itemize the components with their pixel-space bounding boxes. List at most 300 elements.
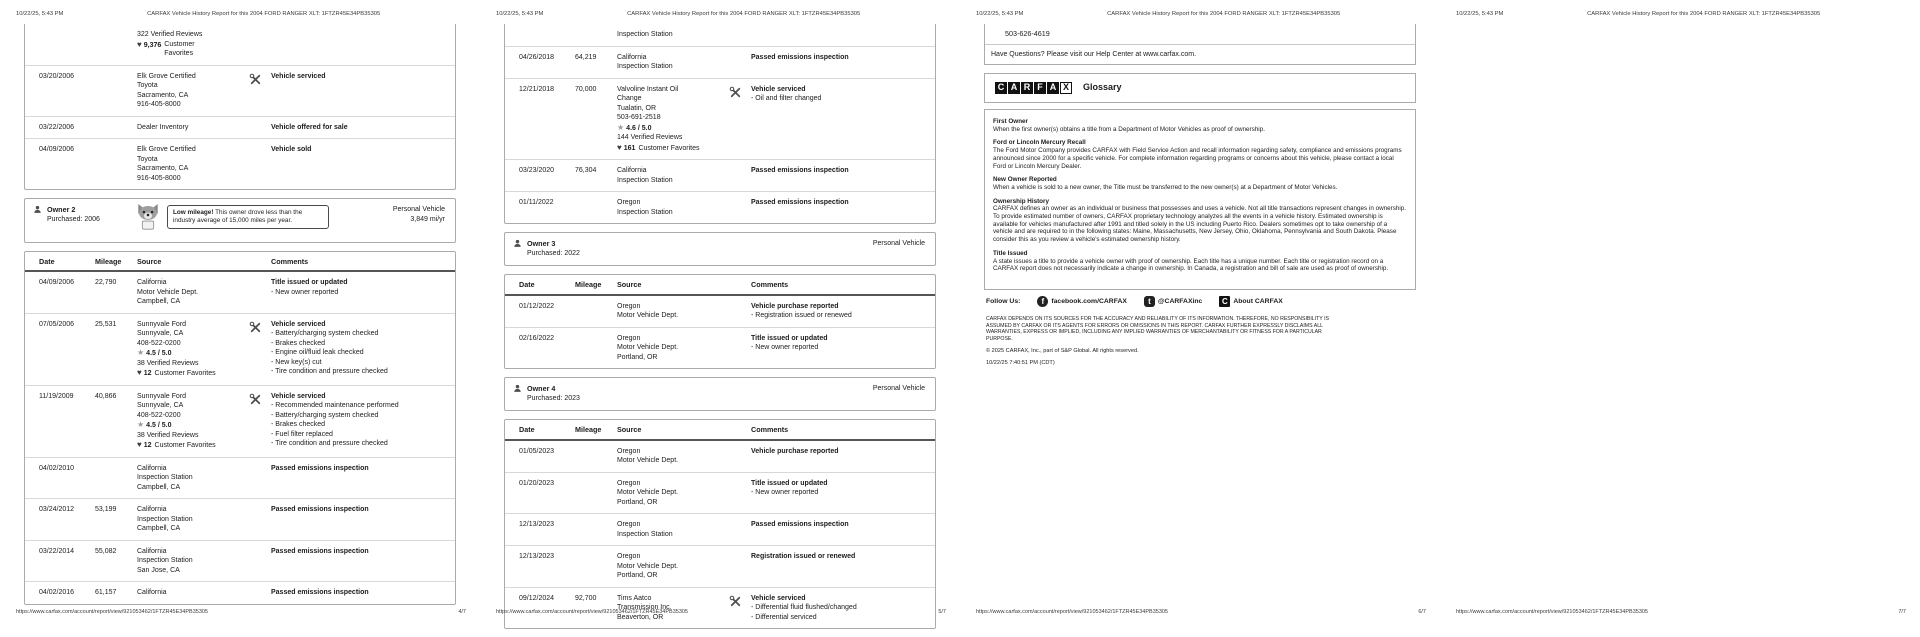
comment-title: Passed emissions inspection	[271, 589, 369, 596]
owner-purchased: Purchased: 2023	[527, 394, 580, 402]
comment-title: Passed emissions inspection	[271, 547, 369, 555]
source-line: Motor Vehicle Dept.	[617, 457, 679, 464]
owner-2-header	[24, 198, 456, 243]
source-line: Inspection Station	[137, 515, 193, 523]
page-4	[0, 0, 480, 621]
col-comments: Comments	[271, 256, 309, 266]
glossary-title: Glossary	[1083, 82, 1122, 93]
source-line: Beaverton, OR	[617, 613, 664, 621]
comment-detail: - Differential fluid flushed/changed	[751, 604, 857, 611]
col-mileage: Mileage	[95, 256, 122, 266]
record-date: 03/20/2006	[39, 72, 75, 80]
source-line: Motor Vehicle Dept.	[617, 489, 679, 496]
record-source	[137, 145, 249, 183]
owner-purchased: Purchased: 2022	[527, 249, 580, 257]
record-date: 04/02/2016	[39, 589, 75, 596]
record-comments	[271, 123, 449, 133]
record-source	[137, 588, 249, 598]
comment-title: Vehicle serviced	[271, 72, 326, 80]
print-header	[16, 11, 464, 18]
header-title: CARFAX Vehicle History Report for this 2004 FORD RANGER XLT: 1FTZR45E34PB35305	[627, 11, 861, 17]
rating-line	[137, 348, 245, 359]
favorites-line	[617, 143, 725, 154]
source-line: 916-405-8000	[137, 101, 181, 108]
rating-value: 4.5 / 5.0	[146, 350, 172, 357]
comment-detail: - Brakes checked	[271, 339, 326, 347]
favorites-line	[137, 40, 245, 59]
glossary-definition: A state issues a title to provide a vehicle owner with proof of ownership. Each title has a unique number. Each title or registration record on a CARFAX report does not necessarily indicate a change in ownership. In Canada, a registration and bill of sale are used as proof of ownership.	[993, 257, 1389, 273]
source-line: Oregon	[617, 521, 641, 528]
record-mileage: 70,000	[575, 85, 597, 93]
source-line: Valvoline Instant Oil	[617, 85, 679, 93]
record-row	[505, 545, 935, 587]
record-date: 02/16/2022	[519, 334, 555, 342]
favorites-label: Customer Favorites	[154, 442, 216, 449]
source-line: Inspection Station	[617, 176, 673, 184]
callout-lead: Low mileage!	[173, 209, 214, 216]
contact-card	[984, 24, 1416, 65]
star-icon: ★	[137, 348, 145, 357]
source-line: Sacramento, CA	[137, 91, 189, 99]
glossary-definition: When a vehicle is sold to a new owner, the Title must be transferred to the new owner(s) at a Department of Motor Vehicles.	[993, 183, 1338, 191]
col-date: Date	[39, 256, 55, 266]
record-row	[505, 441, 935, 472]
page-number: 6/7	[1418, 609, 1426, 615]
record-comments	[751, 447, 929, 457]
comment-detail: - Tire condition and pressure checked	[271, 368, 388, 375]
comment-title: Passed emissions inspection	[751, 199, 849, 206]
record-source	[617, 520, 729, 539]
reviews-line: 144 Verified Reviews	[617, 134, 683, 141]
low-mileage-callout	[167, 205, 329, 229]
record-date: 04/09/2006	[39, 146, 75, 153]
follow-us-row	[986, 296, 1416, 307]
source-line: Motor Vehicle Dept.	[137, 288, 199, 296]
source-line: Inspection Station	[617, 208, 673, 216]
record-row	[505, 327, 935, 369]
source-line: California	[617, 167, 647, 174]
person-icon	[513, 384, 522, 403]
page-6	[960, 0, 1440, 621]
table-header	[25, 252, 455, 273]
comment-detail: - New owner reported	[751, 489, 819, 496]
comment-detail: - Recommended maintenance performed	[271, 402, 399, 409]
record-row	[25, 313, 455, 385]
record-row	[25, 498, 455, 540]
source-line: Sunnyvale, CA	[137, 402, 184, 409]
comment-title: Passed emissions inspection	[271, 464, 369, 472]
page-number: 5/7	[938, 609, 946, 615]
heart-icon: ♥	[137, 368, 142, 377]
reviews-line: 38 Verified Reviews	[137, 359, 199, 367]
record-mileage: 40,866	[95, 392, 117, 400]
source-line: California	[137, 506, 167, 513]
record-source	[617, 85, 729, 154]
wrench-icon	[249, 72, 271, 90]
print-header	[496, 11, 944, 18]
page-6-content	[984, 24, 1416, 599]
heart-icon: ♥	[617, 142, 622, 152]
source-line: Campbell, CA	[137, 525, 181, 532]
record-comments	[751, 198, 929, 208]
rating-line	[617, 123, 725, 134]
source-line: Inspection Station	[617, 31, 673, 38]
record-comments	[751, 552, 929, 562]
source-line: Transmission Inc.	[617, 604, 672, 611]
logo-letter: A	[1047, 82, 1059, 94]
twitter-icon: t	[1144, 296, 1155, 307]
source-line: Oregon	[617, 302, 641, 310]
record-mileage: 61,157	[95, 589, 117, 596]
source-line: Sacramento, CA	[137, 165, 189, 172]
col-source: Source	[617, 425, 642, 434]
source-line: 408-522-0200	[137, 411, 181, 419]
favorites-label: Customer Favorites	[154, 370, 216, 377]
source-line: Inspection Station	[137, 557, 193, 564]
record-row-partial	[505, 24, 935, 46]
print-footer	[16, 609, 466, 615]
page-7	[1440, 0, 1920, 621]
owner-3-header	[504, 232, 936, 266]
record-row	[505, 159, 935, 191]
record-comments	[751, 520, 929, 530]
source-line: California	[137, 589, 167, 596]
page-number: 7/7	[1898, 609, 1906, 615]
comment-detail: - Differential serviced	[751, 613, 817, 621]
comment-detail: - Oil and filter changed	[751, 95, 822, 102]
record-comments	[271, 320, 449, 377]
record-date: 03/24/2012	[39, 506, 75, 513]
record-mileage: 64,219	[575, 53, 597, 61]
source-line: Motor Vehicle Dept.	[617, 344, 679, 351]
logo-letter: R	[1021, 82, 1033, 94]
heart-icon: ♥	[137, 39, 142, 49]
source-line: California	[137, 279, 167, 286]
header-datetime: 10/22/25, 5:43 PM	[496, 11, 544, 17]
header-datetime: 10/22/25, 5:43 PM	[16, 11, 64, 17]
record-row	[505, 513, 935, 545]
reviews-line: 38 Verified Reviews	[137, 431, 199, 439]
record-comments	[751, 53, 929, 63]
glossary-definition: CARFAX defines an owner as an individual or business that possesses and uses a vehicle. Not all title transactions represent changes in ownership. To provide estimated number of owners, CARFAX proprietary technology analyzes all the events in a vehicle history. Estimated ownership is available for vehicles manufactured after 1991 and titled solely in the US including Puerto Rico. Dealers sometimes opt to take ownership of a vehicle and are required to in the following states: Maine, Massachusetts, New Jersey, Ohio, Oklahoma, Pennsylvania and South Dakota. Please consider this as you review a vehicle's estimated ownership history.	[993, 205, 1407, 244]
record-date: 12/13/2023	[519, 521, 555, 528]
favorites-count: 12	[143, 442, 152, 449]
footer-url[interactable]: https://www.carfax.com/account/report/view/921053462/1FTZR45E34PB35305	[496, 609, 688, 615]
record-comments	[271, 547, 449, 557]
record-comments	[751, 334, 929, 353]
comment-title: Registration issued or renewed	[751, 553, 856, 560]
record-row	[25, 581, 455, 604]
comment-title: Passed emissions inspection	[271, 506, 369, 513]
glossary-definition: When the first owner(s) obtains a title from a Department of Motor Vehicles as proof of ownership.	[993, 125, 1265, 133]
glossary-term: Ownership History	[993, 197, 1049, 205]
source-line: 408-522-0200	[137, 339, 181, 347]
record-row	[505, 296, 935, 327]
record-comments	[751, 85, 929, 104]
record-row	[505, 78, 935, 160]
record-comments	[271, 464, 449, 474]
print-header	[1456, 11, 1904, 18]
source-line: Portland, OR	[617, 572, 658, 579]
record-date: 01/05/2023	[519, 447, 555, 455]
record-row	[505, 472, 935, 514]
generated-timestamp: 10/22/25 7:40:51 PM (CDT)	[986, 359, 1055, 366]
logo-letter: C	[995, 82, 1007, 94]
col-comments: Comments	[751, 280, 789, 289]
wrench-icon	[249, 392, 271, 410]
facebook-link[interactable]: f facebook.com/CARFAX	[1037, 296, 1127, 307]
footer-url[interactable]: https://www.carfax.com/account/report/view/921053462/1FTZR45E34PB35305	[976, 609, 1168, 615]
record-date: 12/13/2023	[519, 553, 555, 560]
source-line: 503-691-2518	[617, 114, 661, 121]
carfax-logo	[995, 82, 1073, 94]
record-comments	[751, 479, 929, 498]
footer-url[interactable]: https://www.carfax.com/account/report/view/921053462/1FTZR45E34PB35305	[1456, 609, 1648, 615]
owner-name: Owner 2	[47, 205, 76, 214]
favorites-label: Customer Favorites	[638, 144, 700, 152]
comment-title: Passed emissions inspection	[751, 167, 849, 174]
page-7-content	[1464, 24, 1896, 599]
source-line: San Jose, CA	[137, 566, 180, 574]
owner-purchased: Purchased: 2006	[47, 215, 100, 223]
wrench-icon	[729, 85, 751, 103]
record-source	[617, 302, 729, 321]
comment-detail: - New owner reported	[751, 344, 819, 351]
header-datetime: 10/22/25, 5:43 PM	[976, 11, 1024, 17]
table-header	[505, 420, 935, 441]
record-source	[137, 72, 249, 110]
record-date: 01/11/2022	[519, 199, 554, 206]
source-line: Inspection Station	[617, 530, 673, 538]
record-source	[617, 447, 729, 466]
record-comments	[271, 588, 449, 598]
col-source: Source	[617, 280, 642, 289]
source-line: 916-405-8000	[137, 174, 181, 182]
source-line: Inspection Station	[137, 474, 193, 481]
source-line: Campbell, CA	[137, 483, 181, 491]
rating-value: 4.5 / 5.0	[146, 422, 172, 429]
callout-text: This owner drove less than the industry average of 15,000 miles per year.	[173, 209, 303, 224]
glossary-term: Title Issued	[993, 249, 1028, 257]
source-line: Elk Grove Certified	[137, 72, 196, 80]
comment-detail: - New key(s) cut	[271, 358, 322, 366]
source-line: California	[137, 464, 167, 472]
col-mileage: Mileage	[575, 425, 602, 434]
record-source	[137, 320, 249, 379]
record-date: 07/05/2006	[39, 320, 75, 328]
record-row	[505, 191, 935, 223]
favorites-line	[137, 368, 245, 379]
owner-3-table	[504, 274, 936, 369]
favorites-label: Customer Favorites	[164, 40, 195, 57]
record-mileage: 55,082	[95, 547, 117, 555]
source-line: Oregon	[617, 334, 641, 342]
print-footer	[496, 609, 946, 615]
record-row	[505, 46, 935, 78]
record-row-partial	[25, 24, 455, 65]
source-line: Campbell, CA	[137, 298, 181, 305]
owner-4-table	[504, 419, 936, 629]
disclaimer-text: CARFAX DEPENDS ON ITS SOURCES FOR THE ACCURACY AND RELIABILITY OF ITS INFORMATION. THEREFORE, NO RESPONSIBILITY IS ASSUMED BY CARFAX OR ITS AGENTS FOR ERRORS OR OMISSIONS IN THIS REPORT. CARFAX FURTHER EXPRESSLY DISCLAIMS ALL WARRANTIES, EXPRESS OR IMPLIED, INCLUDING ANY IMPLIED WARRANTIES OF MERCHANTABILITY OR FITNESS FOR A PARTICULAR PURPOSE.	[986, 315, 1330, 342]
col-source: Source	[137, 256, 162, 266]
glossary-definition: The Ford Motor Company provides CARFAX with Field Service Action and recall information regarding safety, compliance and emissions programs announced since 2000 for a specific vehicle. For complete information regarding programs or concerns about this vehicle, please contact a local Ford or Lincoln Mercury Dealer.	[993, 147, 1402, 170]
comment-title: Vehicle purchase reported	[751, 302, 839, 310]
source-line: Portland, OR	[617, 353, 658, 361]
source-line: Dealer Inventory	[137, 123, 189, 131]
help-center-line[interactable]: Have Questions? Please visit our Help Center at www.carfax.com.	[991, 50, 1197, 58]
col-comments: Comments	[751, 425, 789, 434]
record-date: 09/12/2024	[519, 594, 555, 602]
record-row	[25, 138, 455, 189]
col-mileage: Mileage	[575, 280, 602, 289]
favorites-line	[137, 440, 245, 451]
record-date: 12/21/2018	[519, 85, 555, 93]
record-source	[617, 594, 729, 623]
source-line: Toyota	[137, 155, 158, 163]
page-4-content	[24, 24, 456, 599]
carfax-c-icon: C	[1219, 296, 1230, 307]
records-card	[24, 24, 456, 190]
record-mileage: 22,790	[95, 279, 117, 286]
owner-4-header	[504, 377, 936, 411]
vehicle-type: Personal Vehicle	[872, 385, 925, 392]
record-date: 01/20/2023	[519, 479, 555, 487]
source-line: Oregon	[617, 479, 641, 487]
copyright-line: © 2025 CARFAX, Inc., part of S&P Global. All rights reserved.	[986, 348, 1139, 355]
glossary-term: Ford or Lincoln Mercury Recall	[993, 139, 1086, 147]
source-line: Sunnyvale Ford	[137, 320, 187, 328]
header-datetime: 10/22/25, 5:43 PM	[1456, 11, 1504, 17]
comment-detail: - Brakes checked	[271, 421, 326, 428]
page-5	[480, 0, 960, 621]
print-footer	[1456, 609, 1906, 615]
page-number: 4/7	[458, 609, 466, 615]
vehicle-type: Personal Vehicle	[872, 240, 925, 247]
dealer-phone: 503-626-4619	[985, 24, 1415, 45]
favorites-count: 9,376	[143, 41, 162, 49]
footer-url[interactable]: https://www.carfax.com/account/report/view/921053462/1FTZR45E34PB35305	[16, 609, 208, 615]
comment-detail: - Engine oil/fluid leak checked	[271, 349, 364, 356]
record-source	[137, 392, 249, 451]
wrench-icon	[249, 320, 271, 338]
person-icon	[33, 205, 42, 224]
source-line: California	[137, 547, 167, 555]
record-date: 04/26/2018	[519, 53, 555, 61]
record-mileage: 92,700	[575, 594, 597, 602]
source-line: California	[617, 53, 647, 61]
record-date: 01/12/2022	[519, 302, 555, 310]
comment-detail: - Registration issued or renewed	[751, 312, 852, 319]
record-source	[617, 479, 729, 508]
record-comments	[751, 166, 929, 176]
facebook-icon: f	[1037, 296, 1048, 307]
record-date: 03/22/2006	[39, 123, 75, 131]
record-source	[137, 30, 249, 59]
comment-detail: - New owner reported	[271, 288, 339, 296]
col-date: Date	[519, 280, 535, 289]
record-row	[25, 457, 455, 499]
owner-name: Owner 4	[527, 384, 556, 393]
table-header	[505, 275, 935, 296]
record-date: 03/23/2020	[519, 167, 555, 174]
vehicle-type: Personal Vehicle	[392, 206, 445, 213]
rating-value: 4.6 / 5.0	[626, 124, 652, 132]
logo-letter: F	[1034, 82, 1046, 94]
twitter-link[interactable]: t @CARFAXinc	[1144, 296, 1202, 307]
record-comments	[751, 594, 929, 623]
header-title: CARFAX Vehicle History Report for this 2004 FORD RANGER XLT: 1FTZR45E34PB35305	[1587, 11, 1821, 17]
comment-title: Vehicle serviced	[271, 320, 326, 328]
rating-line	[137, 420, 245, 431]
record-source	[137, 278, 249, 307]
record-row	[25, 272, 455, 313]
record-row	[25, 385, 455, 457]
source-line: Motor Vehicle Dept.	[617, 562, 679, 570]
comment-title: Vehicle offered for sale	[271, 123, 348, 131]
record-mileage: 25,531	[95, 320, 117, 328]
glossary-term: First Owner	[993, 118, 1028, 125]
record-comments	[271, 72, 449, 82]
comment-title: Passed emissions inspection	[751, 53, 849, 61]
comment-detail: - Fuel filter replaced	[271, 430, 333, 438]
favorites-count: 12	[143, 370, 152, 377]
source-line: Inspection Station	[617, 63, 673, 70]
source-line: Sunnyvale Ford	[137, 392, 187, 400]
logo-letter: A	[1008, 82, 1020, 94]
person-icon	[513, 239, 522, 258]
source-line: Toyota	[137, 82, 158, 89]
record-date: 03/22/2014	[39, 547, 75, 555]
record-comments	[271, 145, 449, 155]
comment-title: Vehicle sold	[271, 146, 312, 153]
logo-letter-x: X	[1060, 82, 1072, 94]
record-source	[617, 198, 729, 217]
source-line: Portland, OR	[617, 498, 658, 506]
source-line: 322 Verified Reviews	[137, 31, 203, 38]
source-line: Oregon	[617, 553, 641, 560]
glossary-title-card	[984, 73, 1416, 103]
car-fox-mascot	[135, 203, 161, 235]
source-line: Tualatin, OR	[617, 104, 657, 112]
source-line: Elk Grove Certified	[137, 146, 196, 153]
record-source	[617, 166, 729, 185]
comment-title: Vehicle serviced	[751, 85, 806, 93]
comment-title: Passed emissions inspection	[751, 521, 849, 528]
star-icon: ★	[617, 122, 625, 132]
record-date: 04/02/2010	[39, 464, 75, 472]
source-line: Tims Aatco	[617, 594, 652, 602]
record-comments	[271, 392, 449, 449]
about-carfax-link[interactable]: C About CARFAX	[1219, 296, 1282, 307]
favorites-count: 161	[623, 144, 636, 152]
record-source	[137, 547, 249, 576]
record-date: 11/19/2009	[39, 392, 74, 400]
comment-title: Title issued or updated	[751, 479, 828, 487]
record-row	[25, 540, 455, 582]
glossary-body	[984, 109, 1416, 290]
record-comments	[271, 278, 449, 297]
comment-title: Title issued or updated	[271, 279, 348, 286]
record-source	[617, 53, 729, 72]
source-line: Sunnyvale, CA	[137, 330, 184, 337]
record-comments	[751, 302, 929, 321]
miles-per-year: 3,849 mi/yr	[410, 215, 445, 223]
comment-detail: - Battery/charging system checked	[271, 411, 379, 419]
heart-icon: ♥	[137, 440, 142, 449]
follow-us-label: Follow Us:	[986, 297, 1021, 305]
col-date: Date	[519, 425, 535, 434]
comment-detail: - Battery/charging system checked	[271, 330, 379, 337]
